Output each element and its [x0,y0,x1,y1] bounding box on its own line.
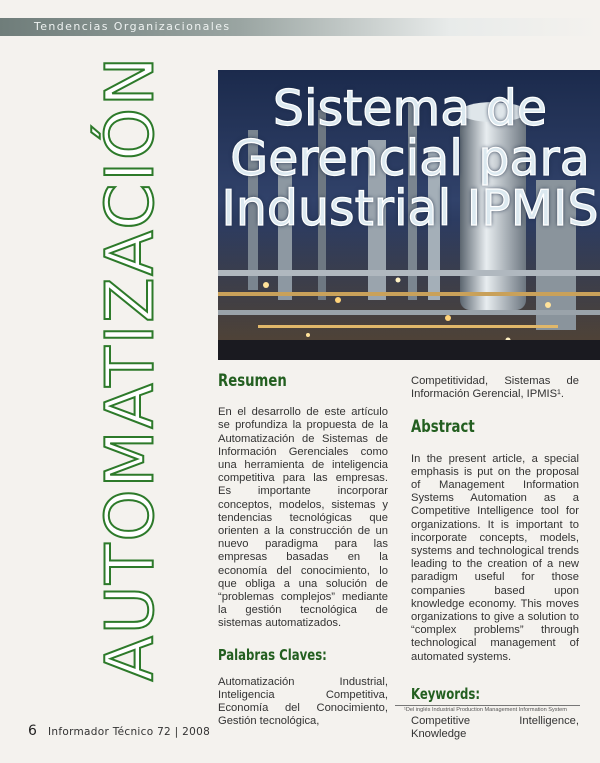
page-number: 6 [28,723,37,739]
left-column [218,371,388,729]
resumen-body: En el desarrollo de este artículo se profundiza la propuesta de la Automatización de Sistemas de Información Gerenciales como una herramienta de inteligencia competitiva para las empresas. Es importante incorporar conceptos, modelos, sistemas y tendencias tecnológicas que orienten a la construcción de un nuevo paradigma para las empresas basadas en la economía del conocimiento, lo que obliga a una solución de “problemas complejos” mediante la gestión tecnológica de sistemas automatizados. [218,406,388,630]
resumen-heading: Resumen [218,371,287,391]
palabras-body: Automatización Industrial, Inteligencia Competitiva, Economía del Conocimiento, Gestión tecnológica, [218,675,388,728]
abstract-heading: Abstract [411,417,475,438]
hero-image [218,70,600,360]
hero-title [218,70,600,237]
palabras-continued: Competitividad, Sistemas de Información Gerencial, IPMIS¹. [411,375,579,401]
publication-name: Informador Técnico 72 | 2008 [48,726,211,738]
right-column [411,375,579,741]
keywords-body: Competitive Intelligence, Knowledge [411,715,579,741]
palabras-heading: Palabras Claves: [218,645,327,664]
keywords-heading: Keywords: [411,684,481,703]
hero-title-line-2: Gerencial para [230,130,590,187]
section-header: Tendencias Organizacionales [34,20,231,33]
footnote-divider [395,705,580,706]
footnote: ¹Del inglés Industrial Production Management Information System [404,707,567,713]
abstract-body: In the present article, a special emphasis is put on the proposal of Management Information Systems Automation as a Competitive Intelligence tool for organizations. It is important to incorporate concepts, models, systems and technological trends leading to the creation of a new paradigm useful for those companies based upon knowledge economy. This moves organizations to give a solution to “complex problems” through technological management of automated systems. [411,452,579,663]
hero-title-line-1: Sistema de [272,80,548,137]
hero-title-line-3: Industrial IPMIS [221,180,599,237]
side-title-text: AUTOMATIZACIÓN [91,54,169,682]
